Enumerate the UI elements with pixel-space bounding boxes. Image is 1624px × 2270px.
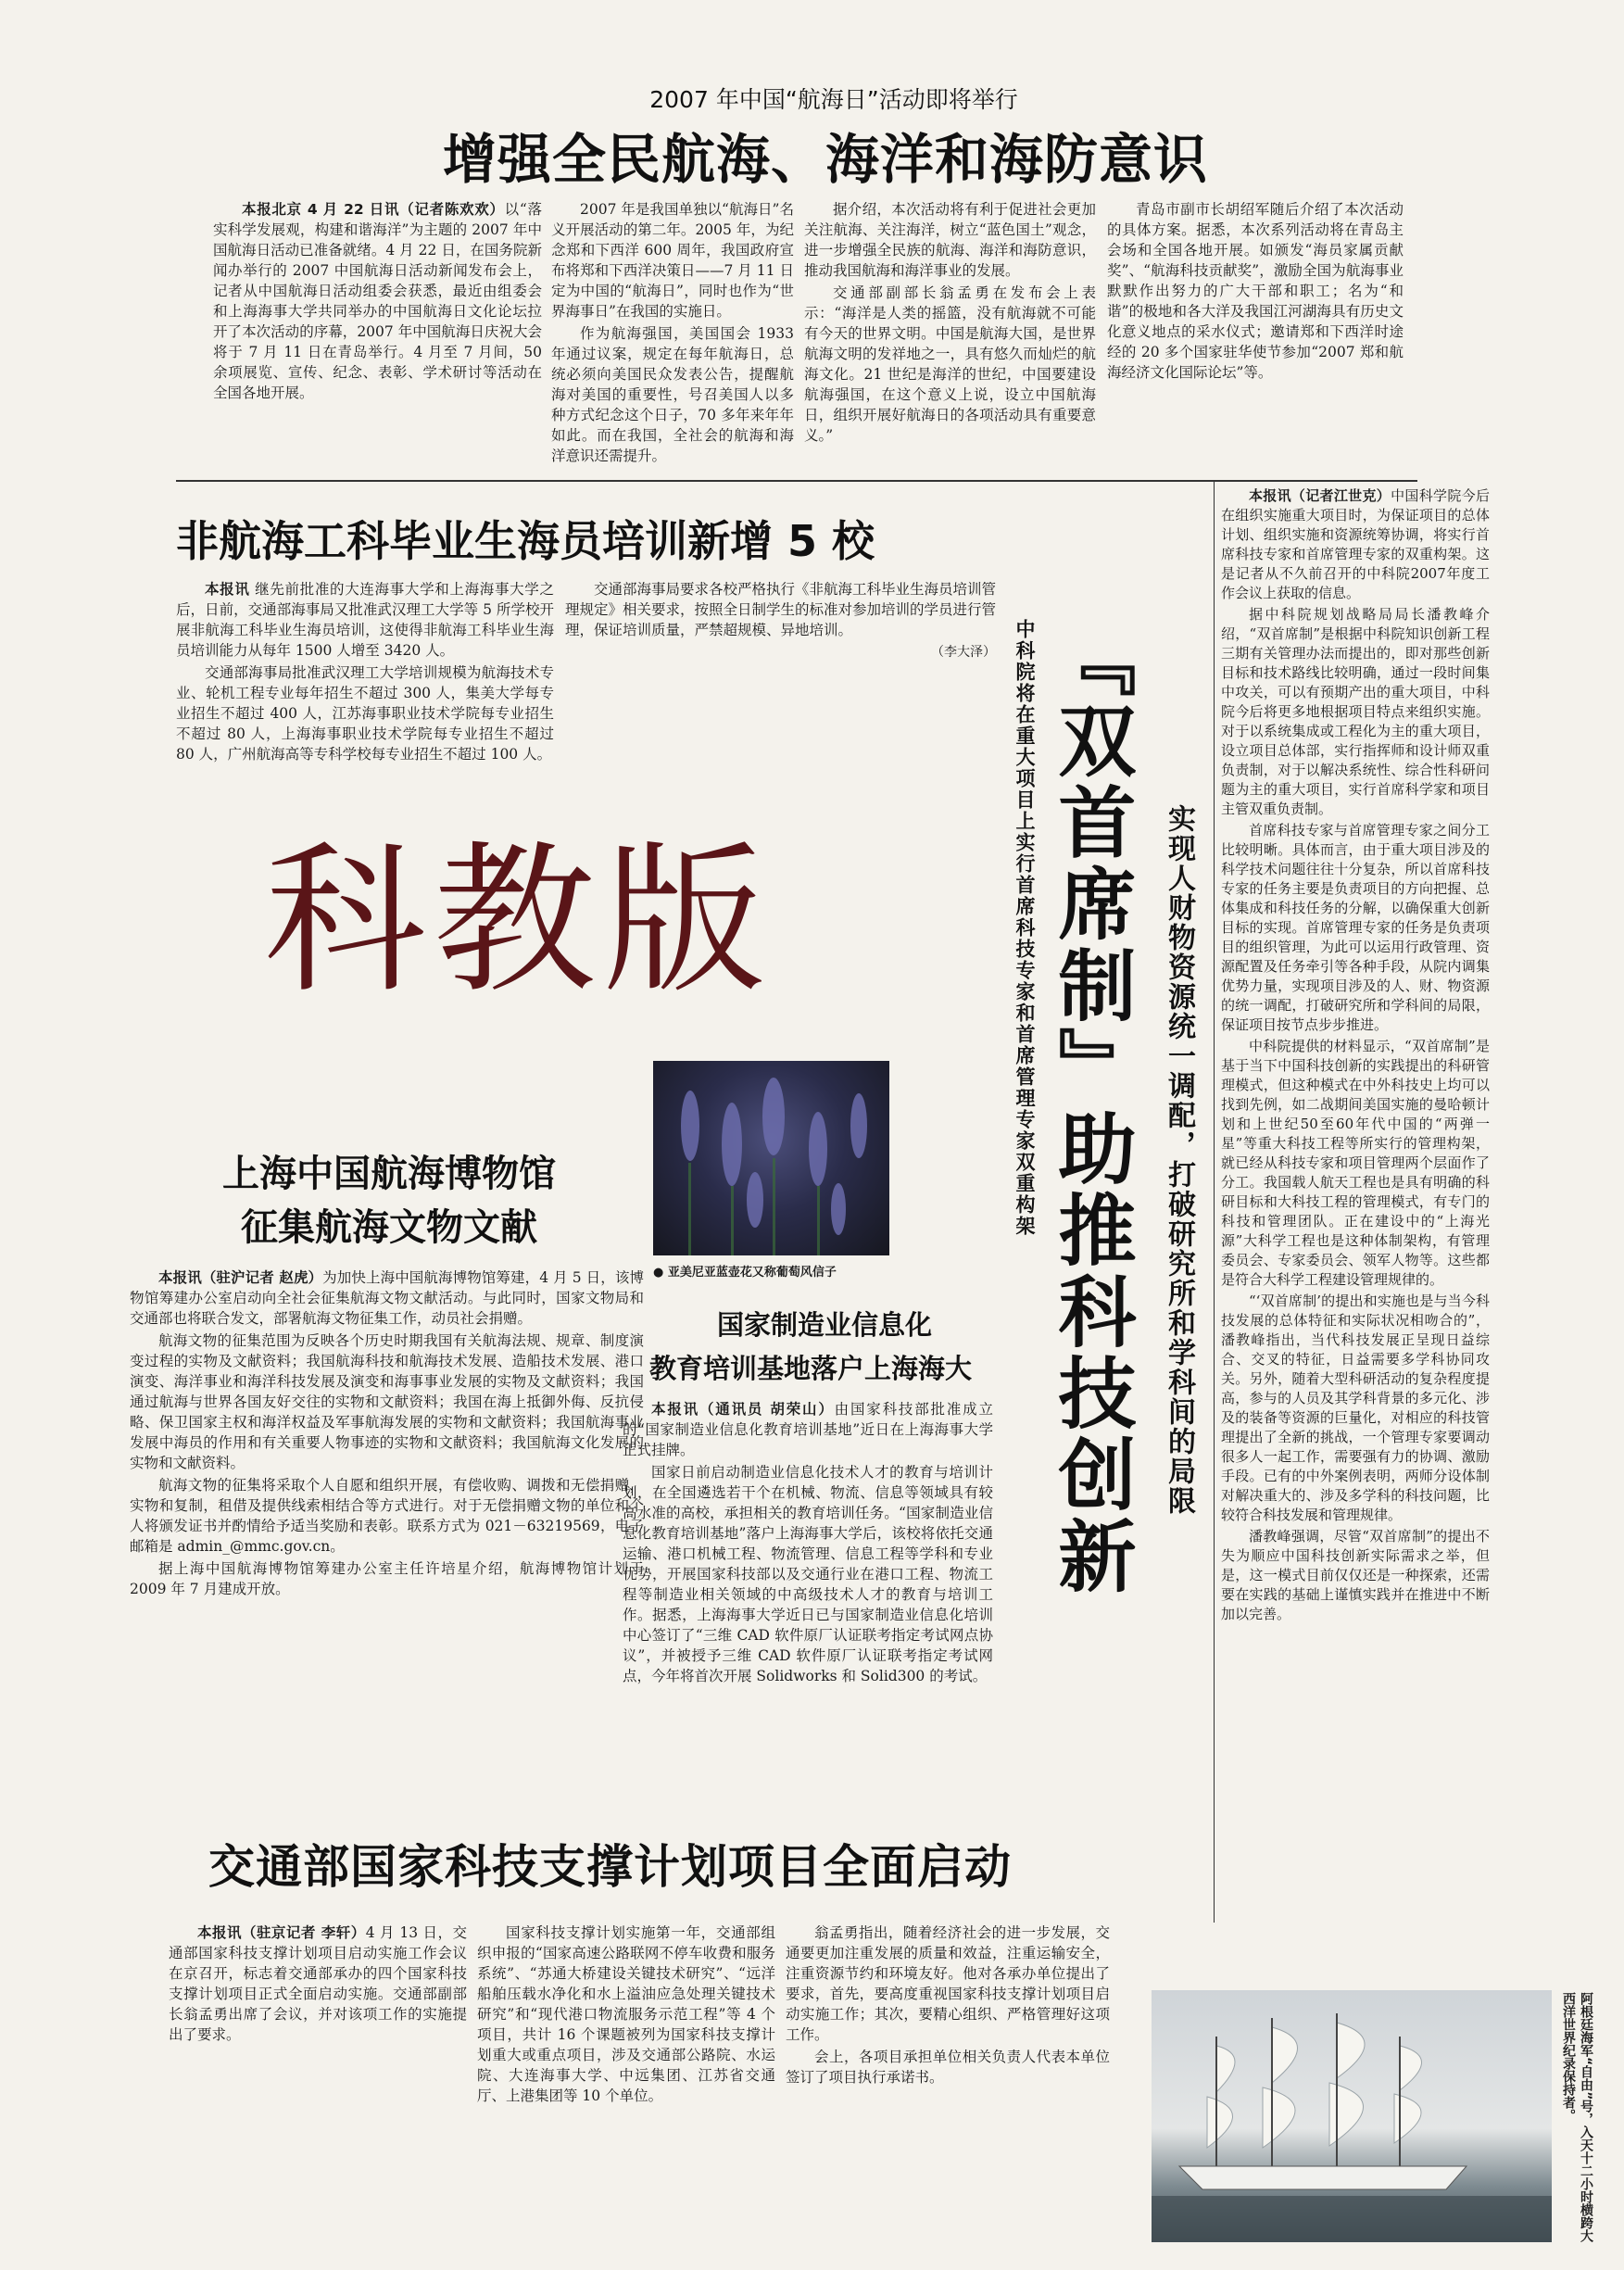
art6-headline: 交通部国家科技支撑计划项目全面启动 [208,1840,1012,1894]
art2-byline: （李大泽） [931,645,996,660]
ship-icon [1152,1990,1552,2242]
art3-title-2: 征集航海文物文献 [241,1206,537,1249]
section-masthead: 科教版 [264,827,773,1015]
top-col-1 [213,199,542,405]
photo1-caption: ● 亚美尼亚蓝壶花又称葡萄风信子 [653,1266,837,1280]
art4-title-2: 教育培训基地落户上海海大 [648,1353,972,1384]
art2-col-1 [176,579,554,766]
top-col-3 [804,199,1096,448]
top-text-4: 青岛市副市长胡绍军随后介绍了本次活动的具体方案。据悉，本次系列活动将在青岛主会场和全国各地开展。如颁发“海员家属贡献奖”、“航海科技贡献奖”，激励全国为航海事业默默作出努力的广大干部和职工；名为“和谐”的极地和各大洋及我国江河湖海具有历史文化意义地点的采水仪式；邀请郑和下西洋时途经的 20 多个国家驻华使节参加“2007 郑和航海经济文化国际论坛”等。 [1107,201,1404,381]
art4-p2: 国家日前启动制造业信息化技术人才的教育与培训计划，在全国遴选若干个在机械、物流、信息等领域具有较高水准的高校，承担相关的教育培训任务。“国家制造业信息化教育培训基地”落户上海海事大学后，该校将依托交通运输、港口机械工程、物流管理、信息工程等学科和专业优势，开展国家科技部以及交通行业在港口工程、物流工程等制造业相关领域的中高级技术人才的教育与培训工作。据悉，上海海事大学近日已与国家制造业信息化培训中心签订了“三维 CAD 软件原厂认证联考指定考试网点协议”，并被授予三维 CAD 软件原厂认证联考指定考试网点，今年将首次开展 Solidworks 和 Solid300 的考试。 [623,1464,993,1684]
art4-p1: 由国家科技部批准成立的“国家制造业信息化教育培训基地”近日在上海海事大学正式挂牌。 [623,1401,993,1458]
rule-mid-right [1214,482,1215,1923]
art6-col-2 [477,1923,775,2108]
art5-subtitle: 实现人财物资源统一调配，打破研究所和学科间的局限 [1163,804,1195,1516]
rule-top [176,480,1417,482]
top-text-1: 以“落实科学发展观，构建和谐海洋”为主题的 2007 年中国航海日活动已准备就绪。4 月 22 日，在国务院新闻办举行的 2007 中国航海日活动新闻发布会上，记者从中国航海日活动组委会获悉，最近由组委会和上海海事大学共同举办的中国航海日文化论坛拉开了本次活动的序幕，2007 年中国航海日庆祝大会将于 7 月 11 日在青岛举行。4 月至 7 月间，50 余项展览、宣传、纪念、表彰、学术研讨等活动在全国各地开展。 [213,201,542,401]
flower-icon [653,1061,889,1255]
art2-lead: 本报讯 [205,581,250,598]
art4-lead: 本报讯（通讯员 胡荣山） [651,1401,835,1418]
art3-lead: 本报讯（驻沪记者 赵虎） [158,1269,323,1286]
art5-title: 『双首席制』助推科技创新 [1046,619,1137,1597]
art3-body [130,1267,644,1601]
art4-body [623,1399,993,1688]
art5-p1: 中国科学院今后在组织实施重大项目时，为保证项目的总体计划、组织实施和资源统筹协调，将实行首席科技专家和首席管理专家的双重构架。这是记者从不久前召开的中科院2007年度工作会议上获取的信息。 [1221,487,1490,601]
art2-text-2: 交通部海事局要求各校严格执行《非航海工科毕业生海员培训管理规定》相关要求，按照全日制学生的标准对参加培训的学员进行管理，保证培训质量，严禁超规模、异地培训。 [565,581,997,638]
art2-headline: 非航海工科毕业生海员培训新增 5 校 [176,516,875,566]
art6-c2b: 翁孟勇指出，随着经济社会的进一步发展，交通要更加注重发展的质量和效益，注重运输安全，注重资源节约和环境友好。他对各承办单位提出了要求，首先，要高度重视国家科技支撑计划项目启动实施工作；其次，要精心组织、严格管理好这项工作。 [786,1924,1110,2043]
top-text-2: 2007 年是我国单独以“航海日”名义开展活动的第二年。2005 年，为纪念郑和下西洋 600 周年，我国政府宣布将郑和下西洋决策日——7 月 11 日定为中国的“航海日”，同时也作为“世界海事日”在我国的实施日。 [551,201,794,320]
art5-p3: 首席科技专家与首席管理专家之间分工比较明晰。具体而言，由于重大项目涉及的科学技术问题往往十分复杂，所以首席科技专家的任务主要是负责项目的方向把握、总体集成和科技任务的分解，以确保重大创新目标的实现。首席管理专家的任务是负责项目的组织管理，为此可以运用行政管理、资源配置及任务牵引等各种手段，从院内调集优势力量，实现项目涉及的人、财、物资源的统一调配，打破研究所和学科间的局限，保证项目按节点步步推进。 [1221,822,1490,1033]
top-text-3: 据介绍，本次活动将有利于促进社会更加关注航海、关注海洋，树立“蓝色国土”观念，进一步增强全民族的航海、海洋和海防意识，推动我国航海和海洋事业的发展。 [804,201,1096,279]
art5-lead: 本报讯（记者江世克） [1249,487,1391,504]
top-col-2 [551,199,794,468]
top-headline: 增强全民航海、海洋和海防意识 [443,128,1209,191]
art6-c1: 4 月 13 日，交通部国家科技支撑计划项目启动实施工作会议在京召开，标志着交通部承办的四个国家科技支撑计划项目正式全面启动实施。交通部副部长翁孟勇出席了会议，并对该项工作的实施提出了要求。 [169,1924,467,2043]
art5-p5: “‘双首席制’的提出和实施也是与当今科技发展的总体特征和实际状况相吻合的”，潘教峰指出，当代科技发展正呈现日益综合、交叉的特征，日益需要多学科协同攻关。另外，随着大型科研活动的复杂程度提高，参与的人员及其学科背景的多元化、涉及的装备等资源的巨量化，对相应的科技管理提出了全新的挑战，一个管理专家要调动很多人一起工作，需要强有力的协调、激励手段。已有的中外案例表明，两师分设体制对解决重大的、涉及多学科的科技问题，比较符合科技发展和管理规律。 [1221,1293,1490,1523]
art5-kicker: 中科院将在重大项目上实行首席科技专家和首席管理专家双重构架 [1013,619,1036,1237]
art2-text-1b: 交通部海事局批准武汉理工大学培训规模为航海技术专业、轮机工程专业每年招生不超过 300 人，集美大学每专业招生不超过 400 人，江苏海事职业技术学院每专业招生不超过 80 人，上海海事职业技术学院每专业招生不超过 80 人，广州航海高等专科学校每专业招生不超过 100 人。 [176,664,554,763]
art3-p3: 航海文物的征集将采取个人自愿和组织开展，有偿收购、调拨和无偿捐赠，实物和复制，租借及提供线索相结合等方式进行。对于无偿捐赠文物的单位和个人将颁发证书并酌情给予适当奖励和表彰。联系方式为 021－63219569，电子邮箱是 admin_@mmc.gov.cn。 [130,1477,644,1555]
top-kicker: 2007 年中国“航海日”活动即将举行 [649,86,1018,113]
art4-title-1: 国家制造业信息化 [716,1309,932,1341]
top-text-2b: 作为航海强国，美国国会 1933 年通过议案，规定在每年航海日，总统必须向美国民众发表公告，提醒航海对美国的重要性，号召美国人以多种方式纪念这个日子，70 多年来年年如此。而在我国，全社会的航海和海洋意识还需提升。 [551,325,794,464]
art3-p1: 为加快上海中国航海博物馆筹建，4 月 5 日，该博物馆筹建办公室启动向全社会征集航海文物文献活动。与此同时，国家文物局和交通部也将联合发文，部署航海文物征集工作，动员社会捐赠。 [130,1269,644,1327]
photo-hyacinth [653,1061,889,1255]
art5-p4: 中科院提供的材料显示，“双首席制”是基于当下中国科技创新的实践提出的科研管理模式，但这种模式在中外科技史上均可以找到先例，如二战期间美国实施的曼哈顿计划和上世纪50至60年代中国的“两弹一星”等重大科技工程等所实行的管理构架，就已经从科技专家和项目管理两个层面作了分工。我国载人航天工程也是具有明确的科研目标和大科技工程的管理模式，有专门的科技和管理团队。正在建设中的“上海光源”大科学工程也是这种体制架构，有管理委员会、专家委员会、领军人物等。这些都是符合大科学工程建设管理规律的。 [1221,1038,1490,1288]
top-text-3b: 交通部副部长翁孟勇在发布会上表示：“海洋是人类的摇篮，没有航海就不可能有今天的世界文明。中国是航海大国，是世界航海文明的发祥地之一，具有悠久而灿烂的航海文化。21 世纪是海洋的世纪，中国要建设航海强国，在这个意义上说，设立中国航海日，组织开展好航海日的各项活动具有重要意义。” [804,284,1096,444]
top-lead: 本报北京 4 月 22 日讯（记者陈欢欢） [242,201,505,218]
photo2-caption: 阿根廷海军“自由”号，入天十二小时横跨大西洋世界纪录保持者。 [1561,1992,1593,2243]
top-col-4 [1107,199,1404,385]
art3-p2: 航海文物的征集范围为反映各个历史时期我国有关航海法规、规章、制度演变过程的实物及文献资料；我国航海科技和航海技术发展、造船技术发展、港口演变、海洋事业和海洋科技发展及演变和海事事业发展的实物及文献资料；我国通过航海与世界各国友好交往的实物和文献资料；我国在海上抵御外侮、反抗侵略、保卫国家主权和海洋权益及军事航海发展的实物和文献资料；我国航海事业发展中海员的作用和有关重要人物事迹的实物和文献资料；我国航海文化发展的实物和文献资料。 [130,1332,644,1471]
art6-col-3 [786,1923,1110,2089]
art3-title-1: 上海中国航海博物馆 [222,1153,556,1195]
art6-c3b: 会上，各项目承担单位相关负责人代表本单位签订了项目执行承诺书。 [786,2049,1110,2086]
art2-text-1: 继先前批准的大连海事大学和上海海事大学之后，日前，交通部海事局又批准武汉理工大学等 5 所学校开展非航海工科毕业生海员培训，这使得非航海工科毕业生海员培训能力从每年 1500 人增至 3420 人。 [176,581,554,659]
photo-sailing-ship [1152,1990,1552,2242]
art6-lead: 本报讯（驻京记者 李轩） [197,1924,366,1941]
art3-p4: 据上海中国航海博物馆筹建办公室主任许培星介绍，航海博物馆计划于 2009 年 7 月建成开放。 [130,1560,644,1597]
art5-p6: 潘教峰强调，尽管“双首席制”的提出不失为顺应中国科技创新实际需求之举，但是，这一模式目前仅仅还是一种探索，还需要在实践的基础上谨慎实践并在推进中不断加以完善。 [1221,1528,1490,1622]
art6-c1b: 国家科技支撑计划实施第一年，交通部组织申报的“国家高速公路联网不停车收费和服务系统”、“苏通大桥建设关键技术研究”、“远洋船舶压载水净化和水上溢油应急处理关键技术研究”和“现代港口物流服务示范工程”等 4 个项目，共计 16 个课题被列为国家科技支撑计划重大或重点项目，涉及交通部公路院、水运院、大连海事大学、中远集团、江苏省交通厅、上港集团等 10 个单位。 [477,1924,775,2104]
art6-col-1 [169,1923,467,2047]
art5-p2: 据中科院规划战略局局长潘教峰介绍，“双首席制”是根据中科院知识创新工程三期有关管理办法而提出的，即对那些创新目标和技术路线比较明确，通过一段时间集中攻关，可以有预期产出的重大项目，中科院今后将更多地根据项目特点来组织实施。对于以系统集成或工程化为主的重大项目，设立项目总体部，实行指挥师和设计师双重负责制，对于以解决系统性、综合性科研问题为主的重大项目，实行首席科学家和项目主管双重负责制。 [1221,606,1490,817]
art2-col-2 [565,579,996,662]
photo1-caption-text: 亚美尼亚蓝壶花又称葡萄风信子 [667,1266,837,1280]
art5-body [1221,486,1490,1626]
